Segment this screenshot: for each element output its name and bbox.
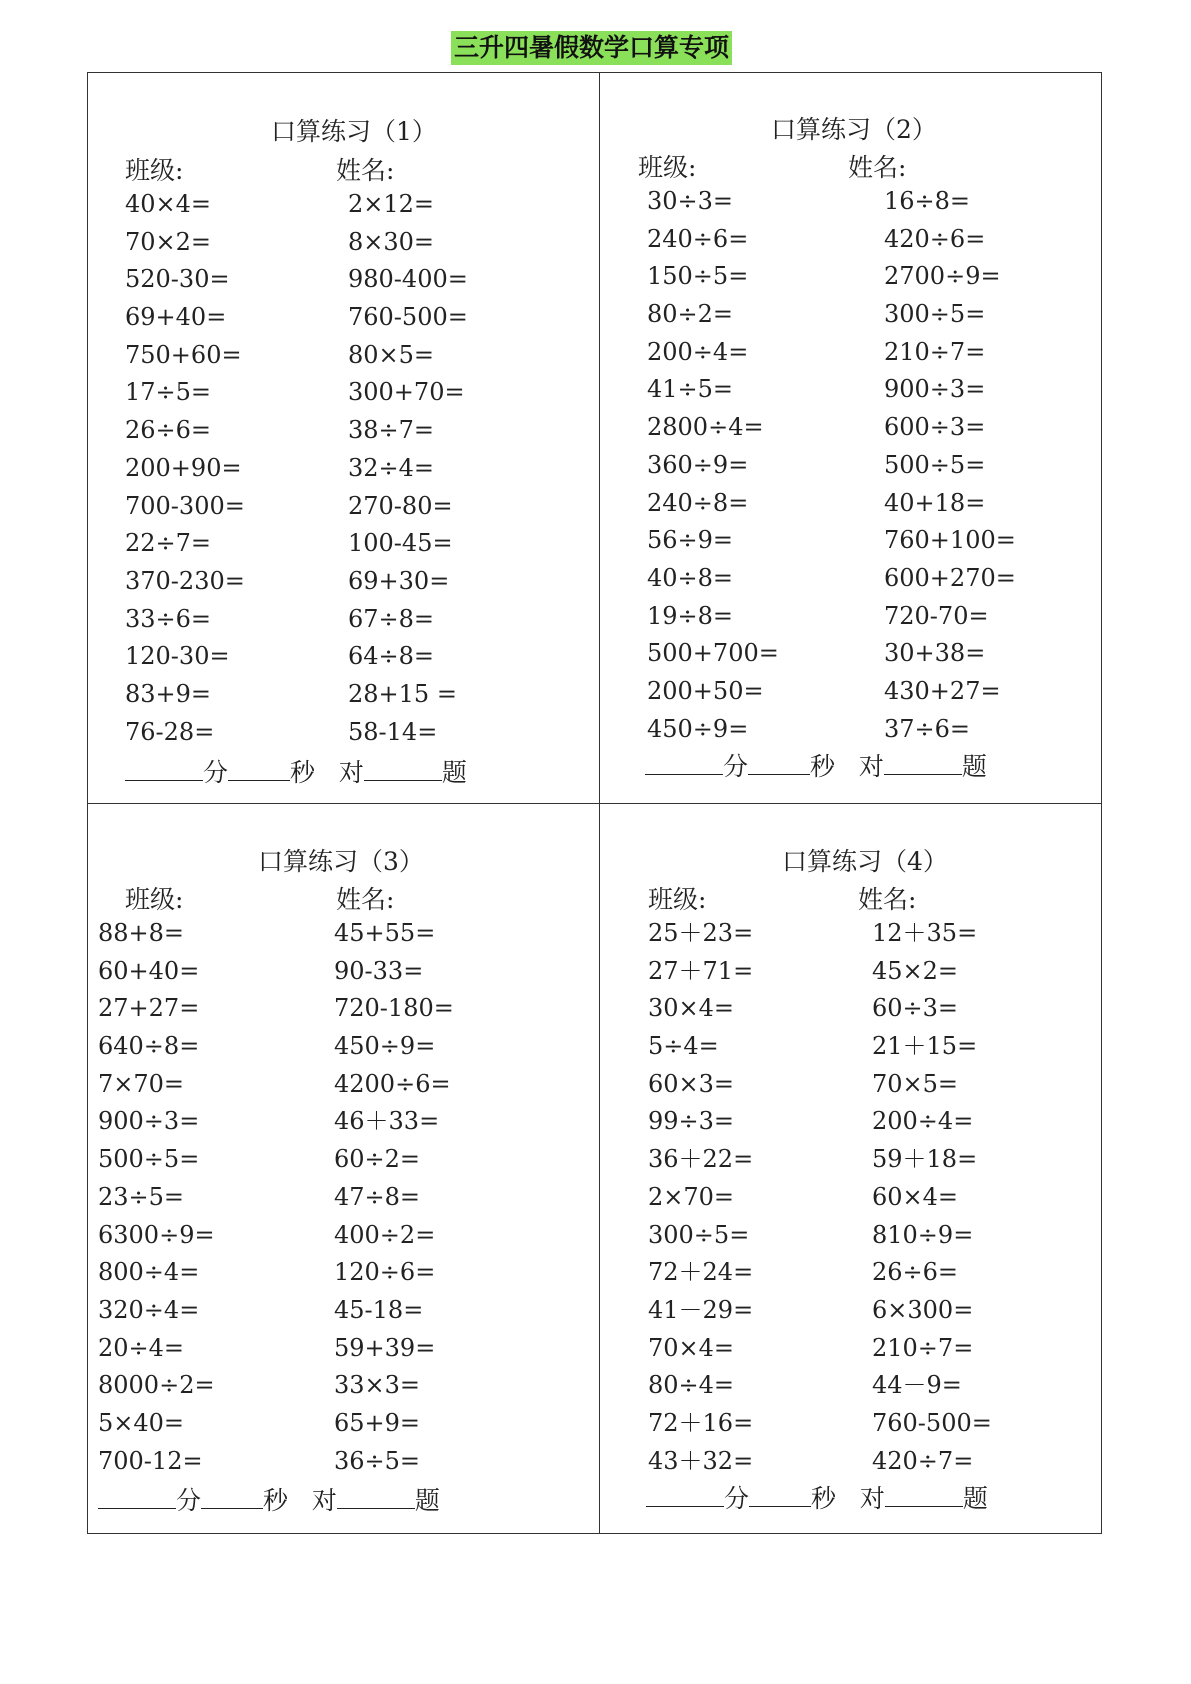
name-label: 姓名: xyxy=(858,885,917,914)
problem: 23÷5= xyxy=(98,1182,185,1211)
seconds-blank[interactable] xyxy=(228,779,290,781)
problem: 640÷8= xyxy=(98,1032,200,1061)
problem: 600÷3= xyxy=(884,413,986,442)
problem: 200+90= xyxy=(125,453,242,482)
problem: 40÷8= xyxy=(647,563,734,592)
problem: 8000÷2= xyxy=(98,1371,215,1400)
problem: 980-400= xyxy=(348,265,468,294)
problem: 46＋33= xyxy=(334,1107,440,1136)
seconds-blank[interactable] xyxy=(749,1505,811,1507)
problem: 240÷8= xyxy=(647,488,749,517)
problem: 99÷3= xyxy=(648,1107,735,1136)
problem: 44－9= xyxy=(872,1371,962,1400)
problem: 370-230= xyxy=(125,566,245,595)
problem: 450÷9= xyxy=(334,1032,436,1061)
problem: 600+270= xyxy=(884,563,1016,592)
problem: 16÷8= xyxy=(884,187,971,215)
correct-blank[interactable] xyxy=(885,1505,963,1507)
exercise-title: 口算练习（4） xyxy=(782,847,948,876)
minutes-blank[interactable] xyxy=(646,1505,724,1507)
problem: 5÷4= xyxy=(648,1032,719,1061)
problem: 720-180= xyxy=(334,994,454,1023)
right-problems xyxy=(334,915,454,1480)
problem: 40×4= xyxy=(125,190,212,218)
problem: 30+38= xyxy=(884,639,986,668)
problem: 25＋23= xyxy=(648,919,754,947)
problem: 90-33= xyxy=(334,956,424,985)
problem: 47÷8= xyxy=(334,1182,421,1211)
problem: 60+40= xyxy=(98,956,200,985)
problem: 150÷5= xyxy=(647,262,749,291)
problem: 240÷6= xyxy=(647,224,749,253)
score-line: 分 秒 对 题 xyxy=(98,1481,440,1517)
score-line: 分 秒 对 题 xyxy=(125,753,467,789)
left-problems xyxy=(125,186,245,751)
problem: 21＋15= xyxy=(872,1032,978,1061)
problem: 58-14= xyxy=(348,717,438,746)
problem: 210÷7= xyxy=(872,1333,974,1362)
correct-blank[interactable] xyxy=(364,779,442,781)
class-label: 班级: xyxy=(648,885,707,914)
problem: 420÷6= xyxy=(884,224,986,253)
problem: 30×4= xyxy=(648,994,735,1023)
problem: 64÷8= xyxy=(348,642,435,671)
problem: 5×40= xyxy=(98,1408,185,1437)
problem: 33×3= xyxy=(334,1371,421,1400)
problem: 80÷2= xyxy=(647,300,734,329)
problem: 32÷4= xyxy=(348,453,435,482)
problem: 12＋35= xyxy=(872,919,978,947)
problem: 30÷3= xyxy=(647,187,734,215)
minutes-blank[interactable] xyxy=(98,1507,176,1509)
problem: 59＋18= xyxy=(872,1145,978,1174)
name-label: 姓名: xyxy=(848,153,907,182)
problem: 19÷8= xyxy=(647,601,734,630)
problem: 88+8= xyxy=(98,919,185,947)
score-line: 分 秒 对 题 xyxy=(645,747,987,783)
problem: 760-500= xyxy=(872,1408,992,1437)
problem: 56÷9= xyxy=(647,526,734,555)
problem: 72＋24= xyxy=(648,1258,754,1287)
problem: 900÷3= xyxy=(98,1107,200,1136)
problem: 2700÷9= xyxy=(884,262,1001,291)
problem: 760+100= xyxy=(884,526,1016,555)
problem: 500÷5= xyxy=(98,1145,200,1174)
problem: 65+9= xyxy=(334,1408,421,1437)
problem: 200+50= xyxy=(647,676,764,705)
problem: 60÷3= xyxy=(872,994,959,1023)
problem: 4200÷6= xyxy=(334,1069,451,1098)
problem: 37÷6= xyxy=(884,714,971,743)
problem: 120-30= xyxy=(125,642,230,671)
exercise-title: 口算练习（2） xyxy=(771,115,937,144)
problem: 200÷4= xyxy=(647,337,749,366)
problem: 45-18= xyxy=(334,1295,424,1324)
minutes-blank[interactable] xyxy=(125,779,203,781)
problem: 28+15 = xyxy=(348,679,457,708)
problem: 320÷4= xyxy=(98,1295,200,1324)
problem: 500÷5= xyxy=(884,450,986,479)
problem: 70×2= xyxy=(125,227,212,256)
problem: 80×5= xyxy=(348,340,435,369)
page-title: 三升四暑假数学口算专项 xyxy=(451,31,732,65)
problem: 27＋71= xyxy=(648,956,754,985)
problem: 810÷9= xyxy=(872,1220,974,1249)
problem: 360÷9= xyxy=(647,450,749,479)
problem: 26÷6= xyxy=(125,416,212,445)
problem: 27+27= xyxy=(98,994,200,1023)
problem: 300÷5= xyxy=(884,300,986,329)
problem: 43＋32= xyxy=(648,1446,754,1475)
problem: 720-70= xyxy=(884,601,989,630)
problem: 700-300= xyxy=(125,491,245,520)
problem: 70×4= xyxy=(648,1333,735,1362)
problem: 520-30= xyxy=(125,265,230,294)
problem: 8×30= xyxy=(348,227,435,256)
problem: 80÷4= xyxy=(648,1371,735,1400)
class-label: 班级: xyxy=(638,153,697,182)
problem: 6×300= xyxy=(872,1295,974,1324)
problem: 60÷2= xyxy=(334,1145,421,1174)
problem: 6300÷9= xyxy=(98,1220,215,1249)
correct-blank[interactable] xyxy=(884,773,962,775)
problem: 450÷9= xyxy=(647,714,749,743)
problem: 2×12= xyxy=(348,190,435,218)
problem: 2800÷4= xyxy=(647,413,764,442)
right-problems xyxy=(872,915,992,1480)
problem: 69+40= xyxy=(125,303,227,332)
exercise-title: 口算练习（3） xyxy=(258,847,424,876)
left-problems xyxy=(648,915,753,1480)
problem: 210÷7= xyxy=(884,337,986,366)
problem: 900÷3= xyxy=(884,375,986,404)
name-label: 姓名: xyxy=(336,885,395,914)
problem: 45+55= xyxy=(334,919,436,947)
problem: 36÷5= xyxy=(334,1446,421,1475)
left-problems xyxy=(98,915,215,1480)
problem: 300+70= xyxy=(348,378,465,407)
problem: 45×2= xyxy=(872,956,959,985)
problem: 750+60= xyxy=(125,340,242,369)
problem: 300÷5= xyxy=(648,1220,750,1249)
exercise-title: 口算练习（1） xyxy=(271,117,437,146)
minutes-blank[interactable] xyxy=(645,773,723,775)
problem: 67÷8= xyxy=(348,604,435,633)
seconds-blank[interactable] xyxy=(748,773,810,775)
problem: 20÷4= xyxy=(98,1333,185,1362)
seconds-blank[interactable] xyxy=(201,1507,263,1509)
problem: 40+18= xyxy=(884,488,986,517)
problem: 60×3= xyxy=(648,1069,735,1098)
correct-blank[interactable] xyxy=(337,1507,415,1509)
class-label: 班级: xyxy=(125,156,184,185)
problem: 800÷4= xyxy=(98,1258,200,1287)
problem: 17÷5= xyxy=(125,378,212,407)
problem: 760-500= xyxy=(348,303,468,332)
problem: 500+700= xyxy=(647,639,779,668)
problem: 400÷2= xyxy=(334,1220,436,1249)
problem: 270-80= xyxy=(348,491,453,520)
problem: 120÷6= xyxy=(334,1258,436,1287)
problem: 83+9= xyxy=(125,679,212,708)
problem: 2×70= xyxy=(648,1182,735,1211)
problem: 430+27= xyxy=(884,676,1001,705)
problem: 100-45= xyxy=(348,529,453,558)
problem: 41－29= xyxy=(648,1295,754,1324)
problem: 38÷7= xyxy=(348,416,435,445)
problem: 200÷4= xyxy=(872,1107,974,1136)
left-problems xyxy=(647,183,779,748)
right-problems xyxy=(348,186,468,751)
problem: 69+30= xyxy=(348,566,450,595)
problem: 420÷7= xyxy=(872,1446,974,1475)
problem: 36＋22= xyxy=(648,1145,754,1174)
problem: 41÷5= xyxy=(647,375,734,404)
problem: 76-28= xyxy=(125,717,215,746)
problem: 7×70= xyxy=(98,1069,185,1098)
problem: 59+39= xyxy=(334,1333,436,1362)
name-label: 姓名: xyxy=(336,156,395,185)
problem: 33÷6= xyxy=(125,604,212,633)
problem: 60×4= xyxy=(872,1182,959,1211)
problem: 26÷6= xyxy=(872,1258,959,1287)
right-problems xyxy=(884,183,1016,748)
class-label: 班级: xyxy=(125,885,184,914)
problem: 72＋16= xyxy=(648,1408,754,1437)
problem: 70×5= xyxy=(872,1069,959,1098)
problem: 22÷7= xyxy=(125,529,212,558)
horizontal-divider xyxy=(87,803,1102,804)
score-line: 分 秒 对 题 xyxy=(646,1479,988,1515)
problem: 700-12= xyxy=(98,1446,203,1475)
